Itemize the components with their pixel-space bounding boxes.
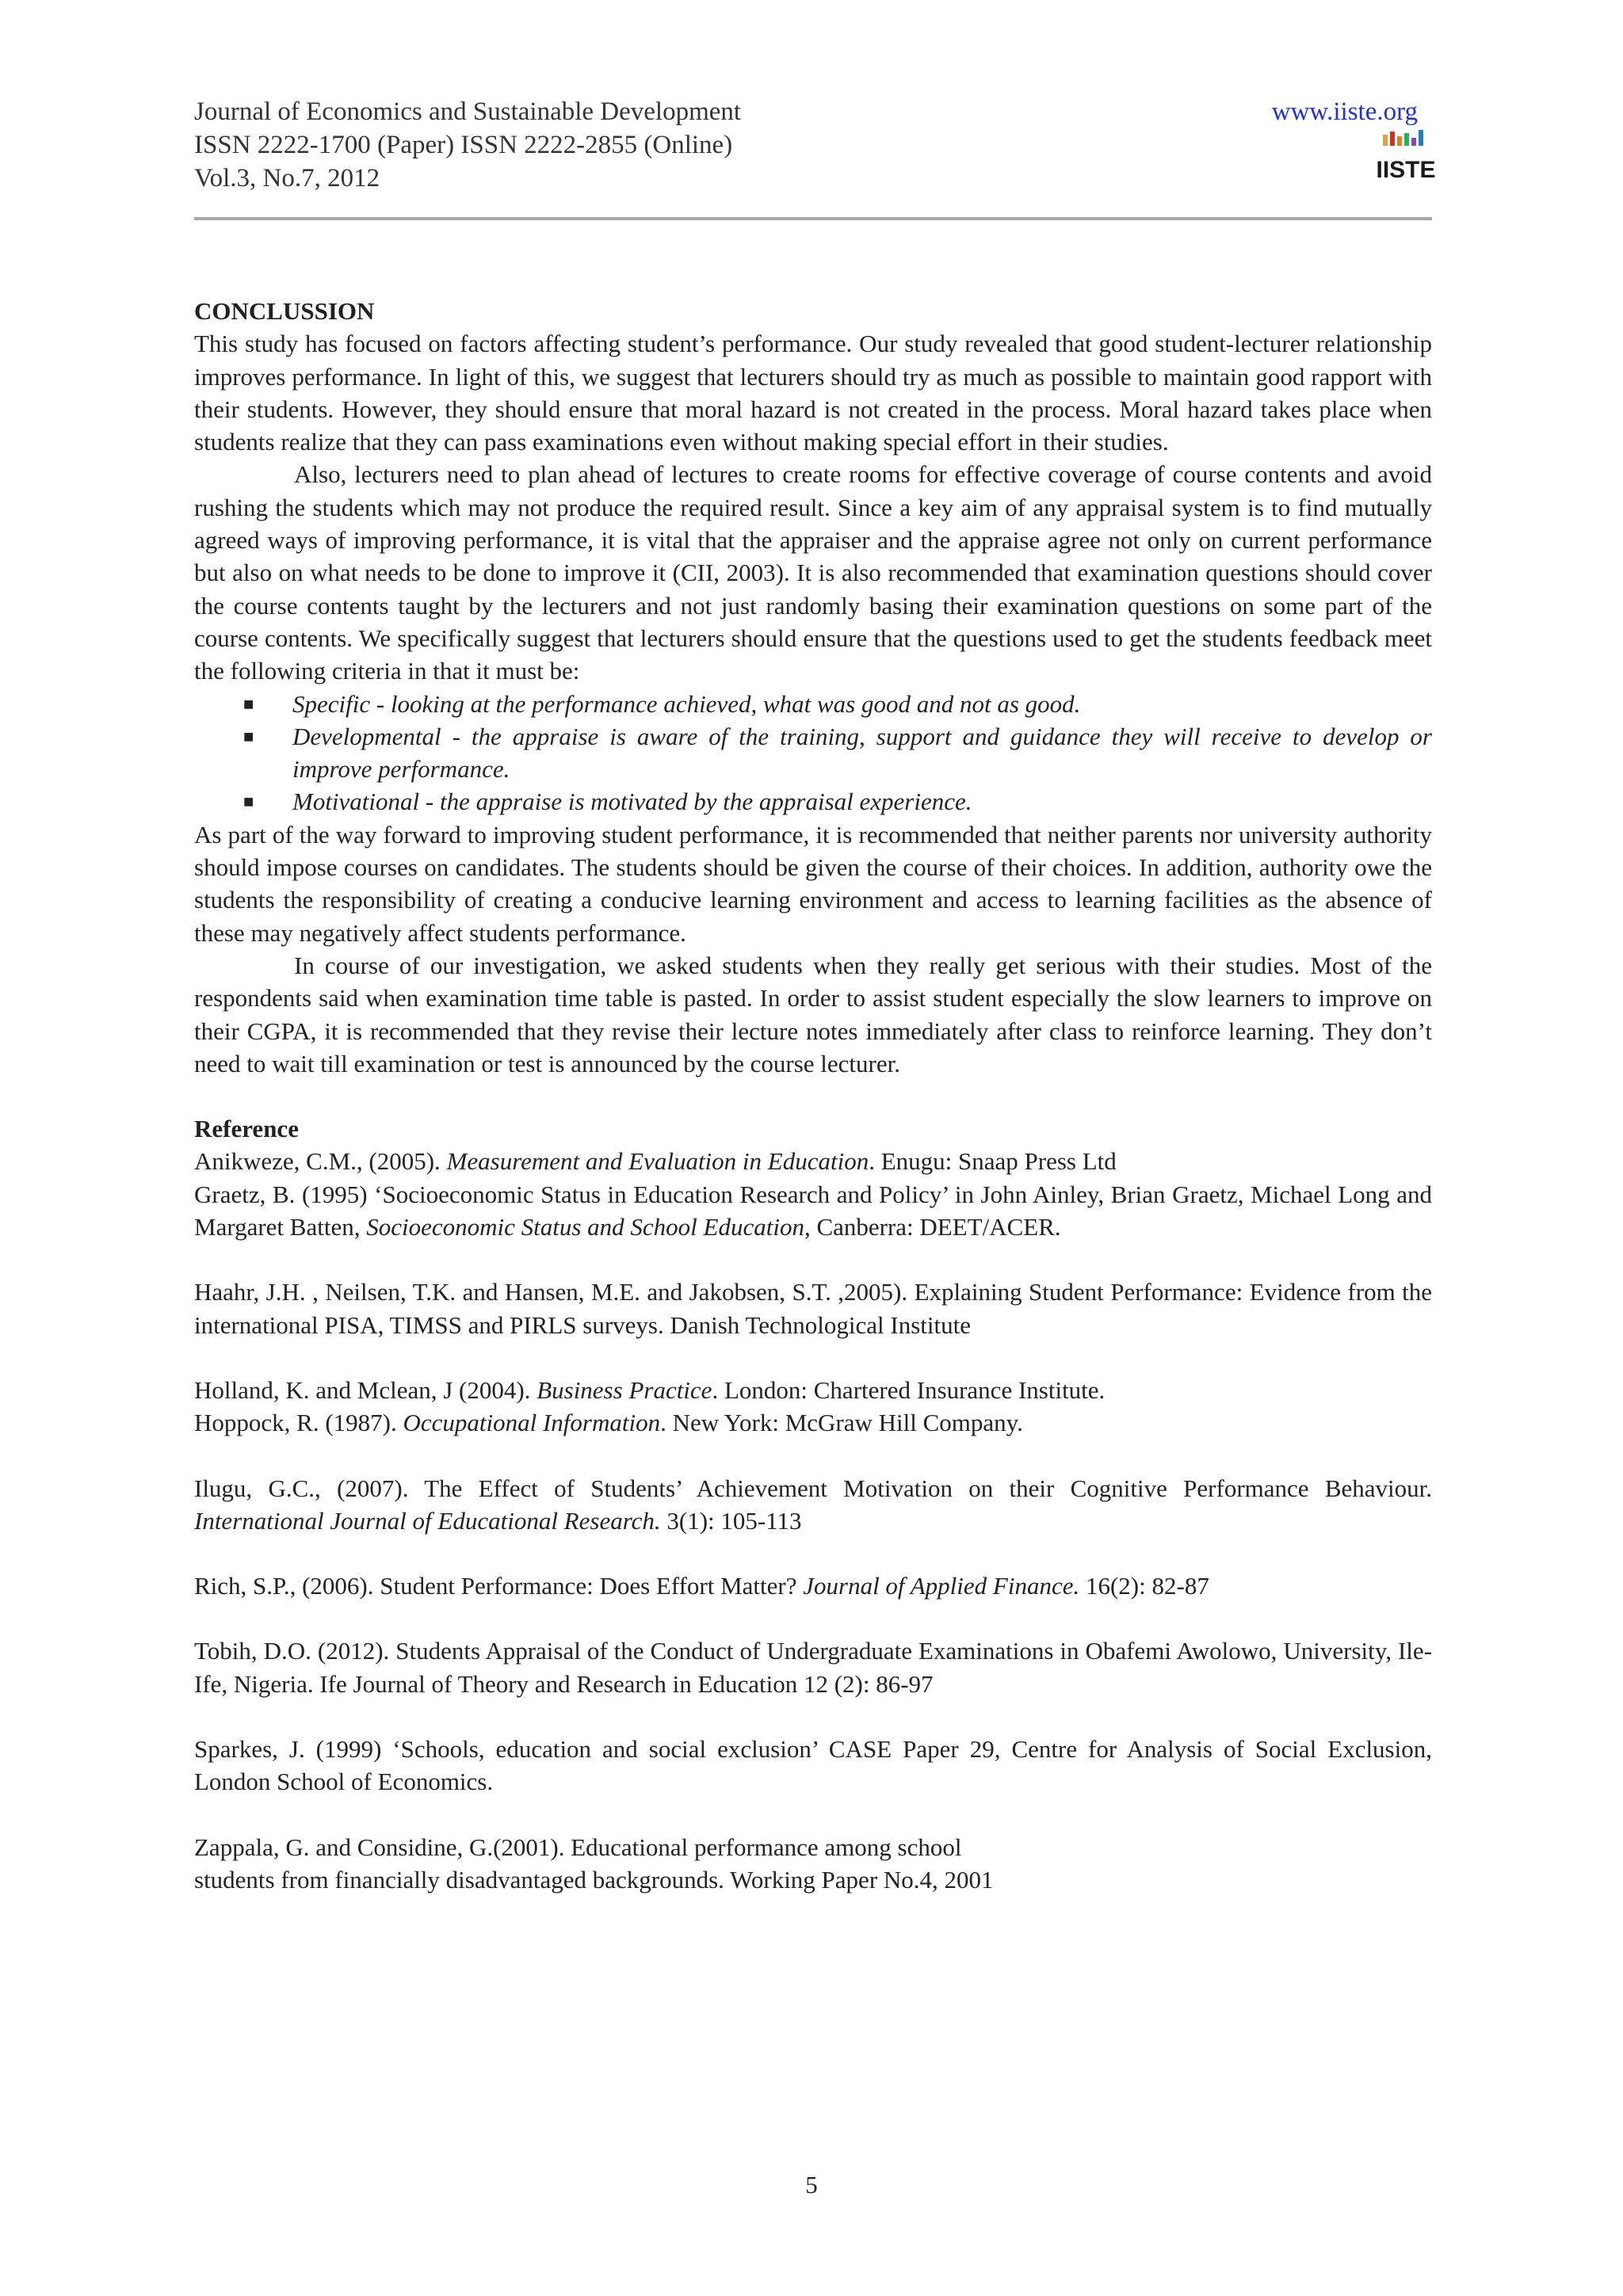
page-number: 5 (805, 2171, 818, 2199)
bullet-icon: ■ (243, 791, 254, 812)
reference-item: Haahr, J.H. , Neilsen, T.K. and Hansen, M.E. and Jakobsen, S.T. ,2005). Explaining Student Performance: Evidence from the international PISA, TIMSS and PIRLS surveys. Danish Technological Institute (194, 1278, 1432, 1339)
journal-issn: ISSN 2222-1700 (Paper) ISSN 2222-2855 (Online) (194, 131, 733, 159)
reference-item: Holland, K. and Mclean, J (2004). Business Practice. London: Chartered Insurance Institute. (194, 1375, 1106, 1404)
conclusion-heading: CONCLUSSION (194, 297, 375, 325)
criteria-list (194, 688, 1432, 818)
conclusion-paragraph-1: This study has focused on factors affecting student’s performance. Our study revealed that good student-lecturer relationship improves performance. In light of this, we suggest that lecturers should try as much as possible to maintain good rapport with their students. However, they should ensure that moral hazard is not created in the process. Moral hazard takes place when students realize that they can pass examinations even without making special effort in their studies. (194, 330, 1432, 456)
svg-text:IISTE: IISTE (1376, 157, 1436, 183)
reference-item: Ilugu, G.C., (2007). The Effect of Students’ Achievement Motivation on their Cognitive Performance Behaviour. International Journal of Educational Research. 3(1): 105-113 (194, 1474, 1432, 1535)
references-section (194, 1112, 1432, 1896)
journal-header (194, 95, 1436, 222)
bullet-icon: ■ (243, 726, 254, 746)
article-body (194, 295, 1432, 1896)
bullet-icon: ■ (243, 693, 254, 714)
header-divider (194, 217, 1432, 220)
journal-title: Journal of Economics and Sustainable Development (194, 97, 742, 126)
reference-item: Zappala, G. and Considine, G.(2001). Educational performance among school students from financially disadvantaged backgrounds. Working Paper No.4, 2001 (194, 1833, 994, 1894)
reference-item: Graetz, B. (1995) ‘Socioeconomic Status in Education Research and Policy’ in John Ainley, Brian Graetz, Michael Long and Margaret Batten, Socioeconomic Status and School Education, Canberra: DEET/ACER. (194, 1180, 1432, 1241)
reference-item: Rich, S.P., (2006). Student Performance: Does Effort Matter? Journal of Applied Finance. 16(2): 82-87 (194, 1572, 1209, 1600)
reference-item: Hoppock, R. (1987). Occupational Information. New York: McGraw Hill Company. (194, 1409, 1023, 1437)
criteria-item: ■ Developmental - the appraise is aware of the training, support and guidance they will receive to develop or improve performance. (194, 720, 1432, 786)
conclusion-paragraph-2: Also, lecturers need to plan ahead of lectures to create rooms for effective coverage of course contents and avoid rushing the students which may not produce the required result. Since a key aim of any appraisal system is to find mutually agreed ways of improving performance, it is vital that the appraiser and the appraise agree not only on current performance but also on what needs to be done to improve it (CII, 2003). It is also recommended that examination questions should cover the course contents taught by the lecturers and not just randomly basing their examination questions on some part of the course contents. We specifically suggest that lecturers should ensure that the questions used to get the students feedback meet the following criteria in that it must be: (194, 460, 1432, 685)
journal-volume: Vol.3, No.7, 2012 (194, 164, 380, 193)
reference-item: Sparkes, J. (1999) ‘Schools, education and social exclusion’ CASE Paper 29, Centre for Analysis of Social Exclusion, London School of Economics. (194, 1734, 1432, 1796)
criteria-item: ■ Specific - looking at the performance achieved, what was good and not as good. (194, 688, 1432, 720)
journal-url-link[interactable]: www.iiste.org (1271, 97, 1418, 126)
conclusion-paragraph-4: In course of our investigation, we asked students when they really get serious with their studies. Most of the respondents said when examination time table is pasted. In order to assist student especially the slow learners to improve on their CGPA, it is recommended that they revise their lecture notes immediately after class to reinforce learning. They don’t need to wait till examination or test is announced by the course lecturer. (194, 951, 1432, 1077)
reference-item: Anikweze, C.M., (2005). Measurement and Evaluation in Education. Enugu: Snaap Press Ltd (194, 1147, 1117, 1176)
references-heading: Reference (194, 1115, 299, 1143)
criteria-item: ■ Motivational - the appraise is motivated by the appraisal experience. (194, 785, 1432, 818)
reference-item: Tobih, D.O. (2012). Students Appraisal of the Conduct of Undergraduate Examinations in Obafemi Awolowo, University, Ile-Ife, Nigeria. Ife Journal of Theory and Research in Education 12 (2): 86-97 (194, 1637, 1432, 1698)
conclusion-paragraph-3: As part of the way forward to improving student performance, it is recommended that neither parents nor university authority should impose courses on candidates. The students should be given the course of their choices. In addition, authority owe the students the responsibility of creating a conducive learning environment and access to learning facilities as the absence of these may negatively affect students performance. (194, 820, 1432, 947)
iiste-logo (1376, 130, 1436, 189)
